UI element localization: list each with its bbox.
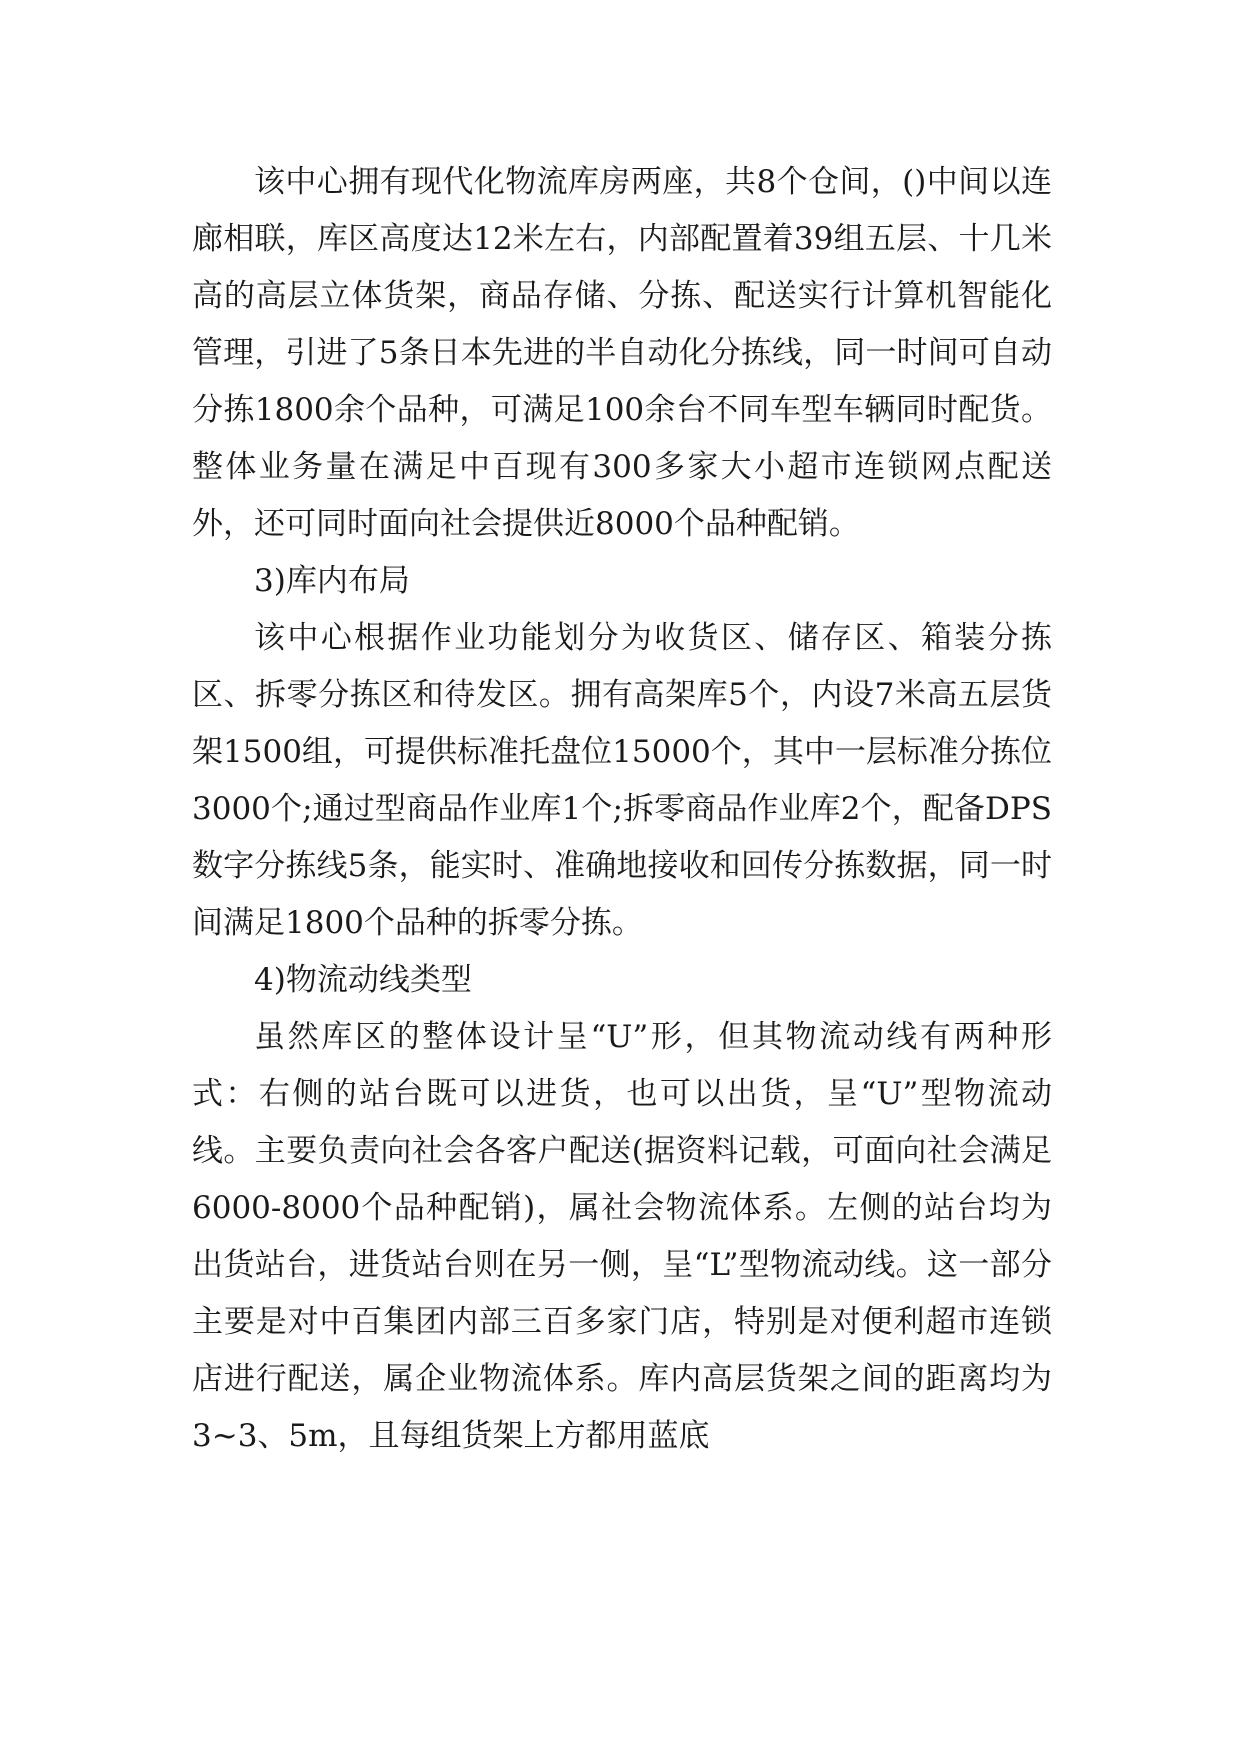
document-body: [192, 154, 1052, 1465]
paragraph-layout: 该中心根据作业功能划分为收货区、储存区、箱装分拣区、拆零分拣区和待发区。拥有高架库5个，内设7米高五层货架1500组，可提供标准托盘位15000个，其中一层标准分拣位3000个;通过型商品作业库1个;拆零商品作业库2个，配备DPS数字分拣线5条，能实时、准确地接收和回传分拣数据，同一时间满足1800个品种的拆零分拣。: [192, 620, 1052, 941]
paragraph-flow-type: 虽然库区的整体设计呈“U”形，但其物流动线有两种形式：右侧的站台既可以进货，也可以出货，呈“U”型物流动线。主要负责向社会各客户配送(据资料记载，可面向社会满足6000-8000个品种配销)，属社会物流体系。左侧的站台均为出货站台，进货站台则在另一侧，呈“L”型物流动线。这一部分主要是对中百集团内部三百多家门店，特别是对便利超市连锁店进行配送，属企业物流体系。库内高层货架之间的距离均为3~3、5m，且每组货架上方都用蓝底: [192, 1019, 1052, 1454]
section-heading-flow-type: 4)物流动线类型: [254, 962, 472, 998]
paragraph-warehouse-overview: 该中心拥有现代化物流库房两座，共8个仓间，()中间以连廊相联，库区高度达12米左右，内部配置着39组五层、十几米高的高层立体货架，商品存储、分拣、配送实行计算机智能化管理，引进了5条日本先进的半自动化分拣线，同一时间可自动分拣1800余个品种，可满足100余台不同车型车辆同时配货。整体业务量在满足中百现有300多家大小超市连锁网点配送外，还可同时面向社会提供近8000个品种配销。: [192, 164, 1052, 542]
section-heading-layout: 3)库内布局: [254, 563, 410, 599]
